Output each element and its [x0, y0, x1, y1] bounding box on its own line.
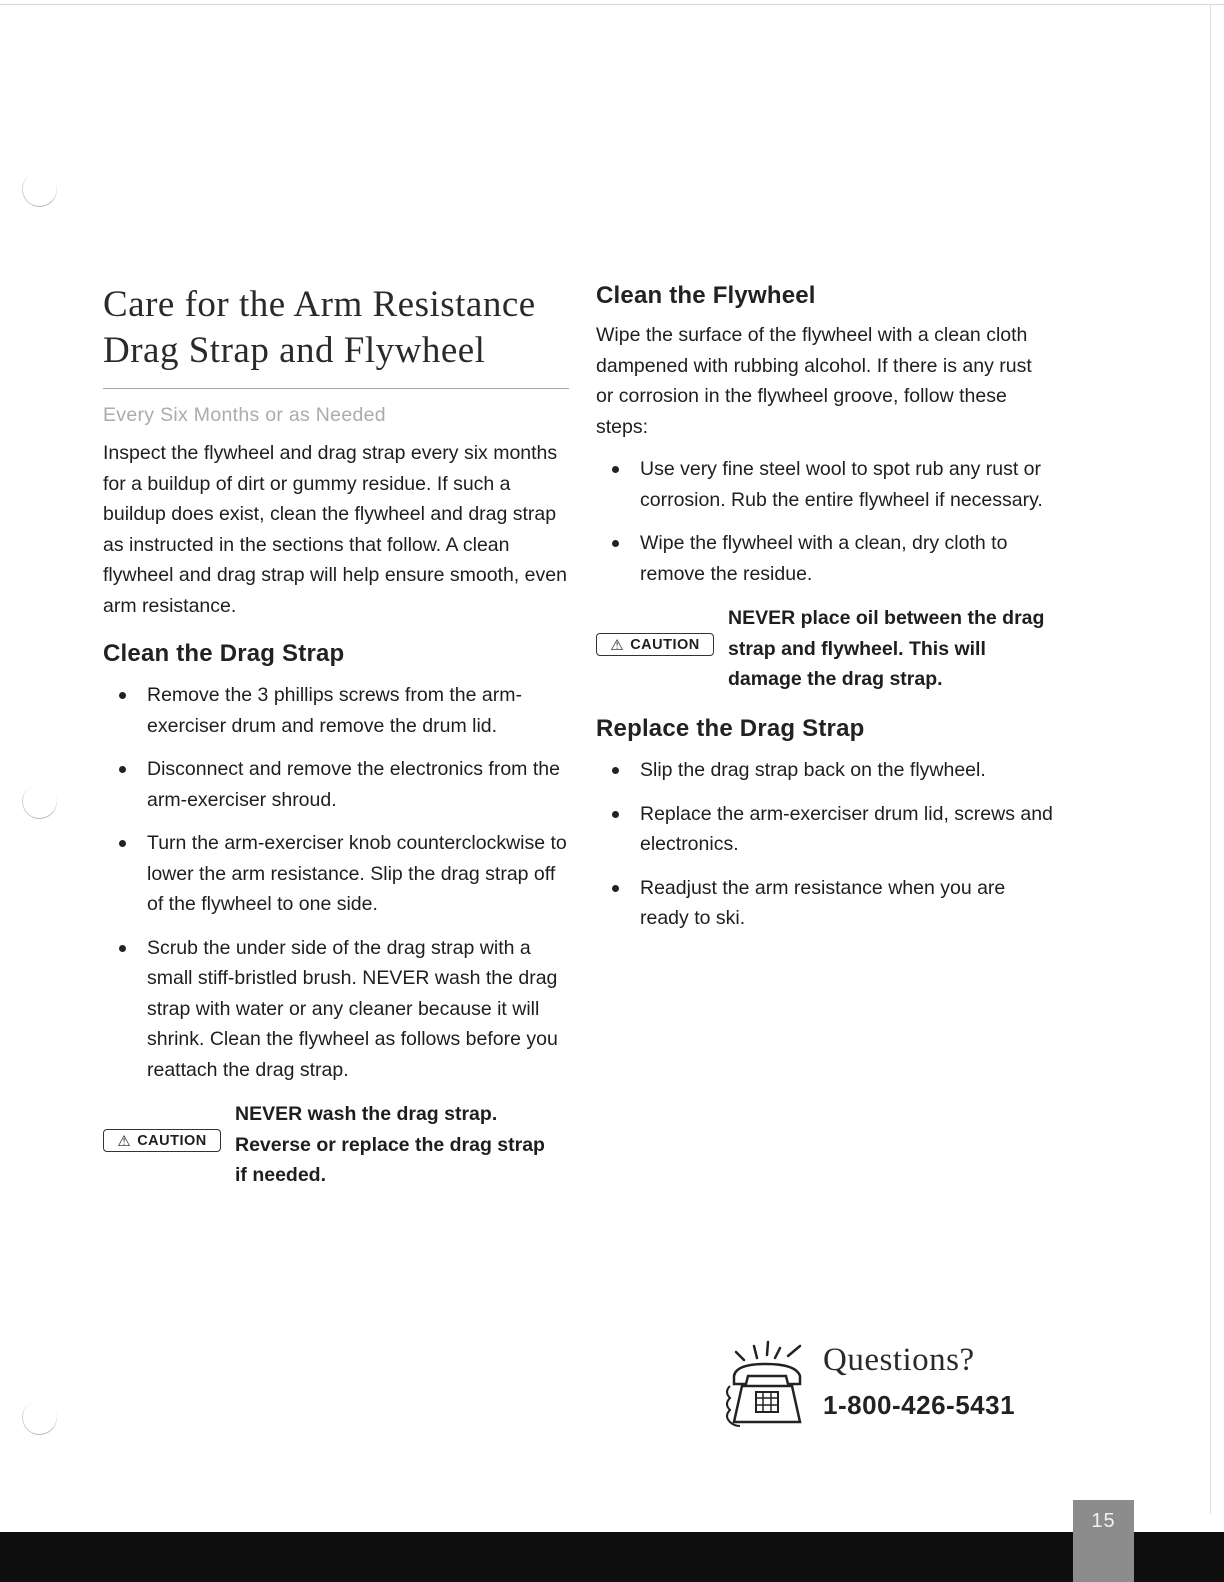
list-item: Readjust the arm resistance when you are ready to ski.: [596, 873, 1056, 934]
flywheel-intro-paragraph: Wipe the surface of the flywheel with a clean cloth dampened with rubbing alcohol. If there is any rust or corrosion in the flywheel groove, follow these steps:: [596, 324, 1032, 438]
list-item: Use very fine steel wool to spot rub any rust or corrosion. Rub the entire flywheel if necessary.: [596, 454, 1056, 515]
title-line-2: Drag Strap and Flywheel: [103, 330, 486, 371]
list-item: Disconnect and remove the electronics from the arm-exerciser shroud.: [103, 754, 569, 815]
page-number: 15: [1091, 1510, 1116, 1532]
right-column: [596, 282, 1056, 934]
list-item: Scrub the under side of the drag strap with a small stiff-bristled brush. NEVER wash the drag strap with water or any cleaner because it will shrink. Clean the flywheel as follows before you reattach the drag strap.: [103, 933, 569, 1086]
right-rule: [1210, 4, 1211, 1514]
punch-hole-top: [17, 167, 62, 212]
replace-drag-strap-list: [596, 755, 1056, 934]
bullet-icon: [119, 945, 126, 952]
title-divider: [103, 388, 569, 389]
page-title: [103, 282, 569, 374]
bullet-icon: [119, 692, 126, 699]
bullet-icon: [612, 885, 619, 892]
top-rule: [0, 4, 1224, 5]
questions-callout: [716, 1336, 1056, 1432]
section-heading-clean-drag-strap: Clean the Drag Strap: [103, 640, 345, 667]
caution-badge: ⚠ CAUTION: [596, 633, 714, 656]
bullet-icon: [612, 540, 619, 547]
questions-title: Questions?: [823, 1342, 975, 1378]
caution-text: NEVER place oil between the drag strap and flywheel. This will damage the drag strap.: [728, 607, 1045, 690]
bullet-icon: [612, 466, 619, 473]
warning-triangle-icon: ⚠: [117, 1132, 132, 1150]
caution-badge: ⚠ CAUTION: [103, 1129, 221, 1152]
warning-triangle-icon: ⚠: [610, 636, 625, 654]
phone-number: 1-800-426-5431: [823, 1390, 1016, 1420]
punch-hole-middle: [17, 779, 62, 824]
left-column: [103, 282, 569, 1191]
punch-hole-bottom: [17, 1395, 62, 1440]
clean-drag-strap-list: [103, 680, 569, 1085]
intro-paragraph: Inspect the flywheel and drag strap every six months for a buildup of dirt or gummy residue. If such a buildup does exist, clean the flywheel and drag strap as instructed in the sections that follow. A clean flywheel and drag strap will help ensure smooth, even arm resistance.: [103, 442, 567, 617]
bullet-icon: [119, 766, 126, 773]
caution-text: NEVER wash the drag strap. Reverse or replace the drag strap if needed.: [235, 1103, 545, 1186]
list-item: Wipe the flywheel with a clean, dry cloth to remove the residue.: [596, 528, 1056, 589]
footer-bar: [0, 1532, 1224, 1582]
ringing-telephone-icon: [716, 1336, 816, 1432]
title-line-1: Care for the Arm Resistance: [103, 284, 536, 325]
list-item: Slip the drag strap back on the flywheel.: [596, 755, 1056, 786]
clean-flywheel-list: [596, 454, 1056, 589]
bullet-icon: [119, 840, 126, 847]
list-item: Turn the arm-exerciser knob counterclockwise to lower the arm resistance. Slip the drag strap off of the flywheel to one side.: [103, 828, 569, 920]
caution-notice: [596, 603, 1056, 695]
list-item: Remove the 3 phillips screws from the arm-exerciser drum and remove the drum lid.: [103, 680, 569, 741]
section-heading-replace-drag-strap: Replace the Drag Strap: [596, 715, 865, 742]
bullet-icon: [612, 811, 619, 818]
section-heading-clean-flywheel: Clean the Flywheel: [596, 282, 816, 309]
list-item: Replace the arm-exerciser drum lid, screws and electronics.: [596, 799, 1056, 860]
caution-notice: [103, 1099, 569, 1191]
frequency-subtitle: Every Six Months or as Needed: [103, 404, 386, 426]
bullet-icon: [612, 767, 619, 774]
